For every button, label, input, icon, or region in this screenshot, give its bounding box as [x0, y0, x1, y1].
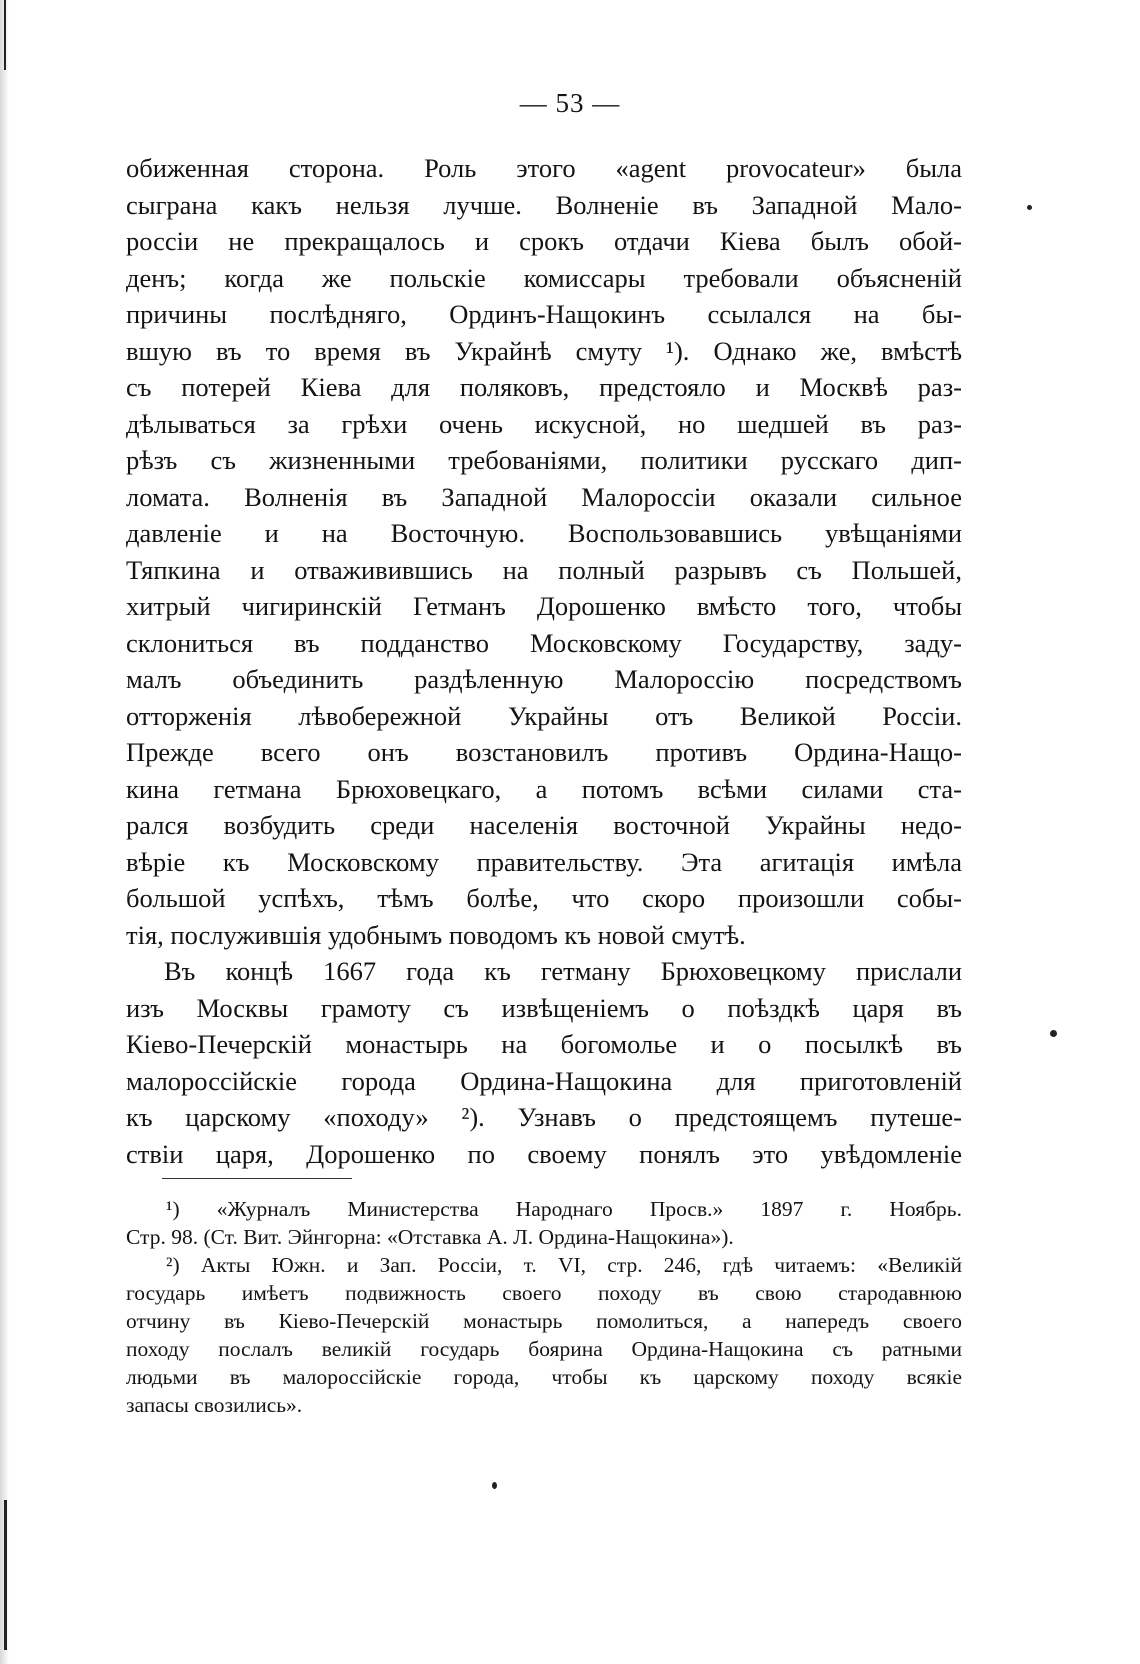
- text-line: причины послѣдняго, Ординъ-Нащокинъ ссылался на бы-: [126, 299, 962, 329]
- text-line: большой успѣхъ, тѣмъ болѣе, что скоро произошли собы-: [126, 883, 962, 913]
- text-line: малороссійскіе города Ордина-Нащокина для приготовленій: [126, 1065, 962, 1096]
- footnotes: [126, 1195, 962, 1419]
- text-line: рѣзъ съ жизненными требованіями, политики русскаго дип-: [126, 445, 962, 475]
- print-speck: [1027, 205, 1032, 210]
- text-line: съ потерей Кіева для поляковъ, предстояло и Москвѣ раз-: [126, 372, 962, 402]
- text-line: ствіи царя, Дорошенко по своему понялъ это увѣдомленіе: [126, 1138, 962, 1169]
- footnote-line: запасы свозились».: [126, 1393, 303, 1417]
- page-number: — 53 —: [519, 88, 621, 118]
- footnote-line: походу послалъ великій государь боярина Ордина-Нащокина съ ратными: [126, 1337, 962, 1361]
- binding-mark: [4, 0, 6, 70]
- text-line: вѣріе къ Московскому правительству. Эта агитація имѣла: [126, 846, 962, 877]
- binding-mark: [4, 1500, 7, 1650]
- footnote-line: государь имѣетъ подвижность своего походу въ свою стародавнюю: [126, 1281, 962, 1305]
- text-line: Прежде всего онъ возстановилъ противъ Ордина-Нащо-: [126, 737, 962, 767]
- text-line: изъ Москвы грамоту съ извѣщеніемъ о поѣздкѣ царя въ: [126, 992, 962, 1023]
- text-line: отторженія лѣвобережной Украйны отъ Великой Россіи.: [126, 700, 962, 731]
- text-line: рался возбудить среди населенія восточной Украйны недо-: [126, 810, 962, 840]
- text-line: кина гетмана Брюховецкаго, а потомъ всѣми силами ста-: [126, 773, 962, 804]
- text-line: малъ объединить раздѣленную Малороссію посредствомъ: [126, 664, 962, 694]
- text-line: ломата. Волненія въ Западной Малороссіи оказали сильное: [126, 481, 962, 512]
- footnote-line: ¹) «Журналъ Министерства Народнаго Просв.» 1897 г. Ноябрь.: [166, 1197, 962, 1221]
- text-line: денъ; когда же польскіе комиссары требовали объясненій: [126, 262, 962, 293]
- print-speck: [492, 1482, 497, 1489]
- footnote-line: ²) Акты Южн. и Зап. Россіи, т. VI, стр. 246, гдѣ читаемъ: «Великій: [166, 1253, 962, 1277]
- print-speck: [1050, 1030, 1057, 1037]
- text-line: склониться въ подданство Московскому Государству, заду-: [126, 627, 962, 658]
- footnote-line: отчину въ Кіево-Печерскій монастырь помолиться, а напередъ своего: [126, 1309, 962, 1333]
- text-line: хитрый чигиринскій Гетманъ Дорошенко вмѣсто того, чтобы: [126, 591, 962, 621]
- body-text: [126, 150, 962, 1172]
- text-line: тія, послужившія удобнымъ поводомъ къ новой смутѣ.: [126, 919, 746, 950]
- text-line: Кіево-Печерскій монастырь на богомолье и о посылкѣ въ: [126, 1029, 962, 1059]
- text-line: вшую въ то время въ Украйнѣ смуту ¹). Однако же, вмѣстѣ: [126, 335, 962, 366]
- text-line: Тяпкина и отваживившись на полный разрывъ съ Польшей,: [126, 554, 962, 585]
- text-line: сыграна какъ нельзя лучше. Волненіе въ Западной Мало-: [126, 189, 962, 220]
- footnote-separator: [162, 1178, 352, 1179]
- footnote-line: людьми въ малороссійскіе города, чтобы къ царскому походу всякіе: [126, 1365, 962, 1389]
- text-line: давленіе и на Восточную. Воспользовавшись увѣщаніями: [126, 518, 962, 548]
- text-line: обиженная сторона. Роль этого «agent provocateur» была: [126, 153, 962, 183]
- binding-edge: [0, 0, 9, 1664]
- text-line: дѣлываться за грѣхи очень искусной, но шедшей въ раз-: [126, 408, 962, 439]
- footnote-line: Стр. 98. (Ст. Вит. Эйнгорна: «Отставка А. Л. Ордина-Нащокина»).: [126, 1225, 734, 1249]
- text-line: Въ концѣ 1667 года къ гетману Брюховецкому прислали: [164, 956, 962, 986]
- text-line: россіи не прекращалось и срокъ отдачи Кіева былъ обой-: [126, 226, 962, 256]
- text-line: къ царскому «походу» ²). Узнавъ о предстоящемъ путеше-: [126, 1102, 962, 1132]
